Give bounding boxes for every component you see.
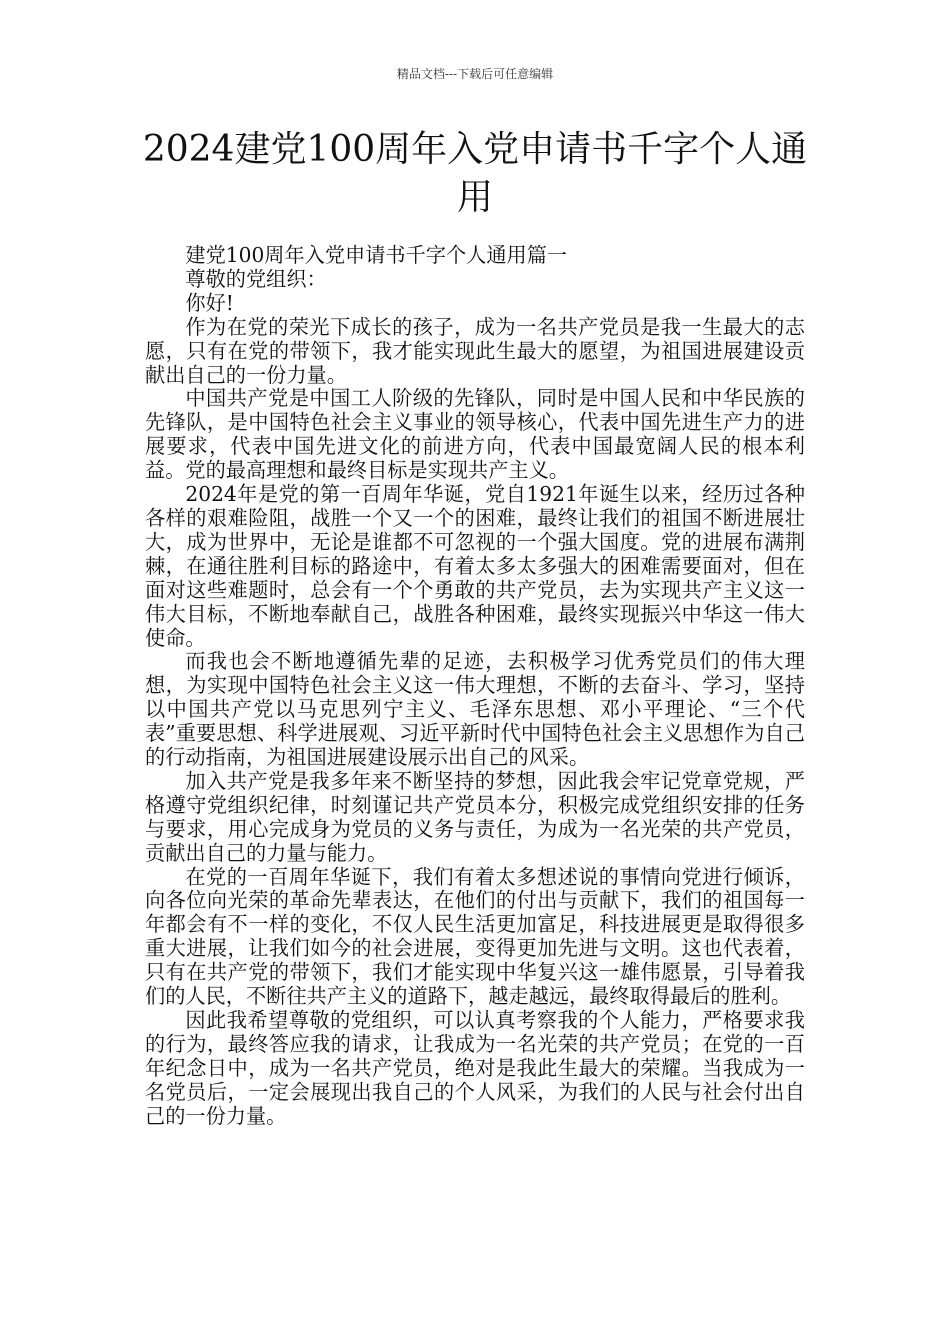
body-paragraph: 中国共产党是中国工人阶级的先锋队，同时是中国人民和中华民族的先锋队，是中国特色社会主义事业的领导核心，代表中国先进生产力的进展要求，代表中国先进文化的前进方向，代表中国最宽阔人民的根本利益。党的最高理想和最终目标是实现共产主义。 [145,386,805,483]
document-title: 2024建党100周年入党申请书千字个人通用 [142,129,808,218]
greeting: 你好! [185,290,234,315]
section-heading: 建党100周年入党申请书千字个人通用篇一 [185,243,568,267]
document-body [145,244,805,1129]
salutation: 尊敬的党组织： [185,266,327,291]
body-paragraph: 在党的一百周年华诞下，我们有着太多想述说的事情向党进行倾诉，向各位向光荣的革命先辈表达，在他们的付出与贡献下，我们的祖国每一年都会有不一样的变化，不仅人民生活更加富足，科技进展更是取得很多重大进展，让我们如今的社会进展，变得更加先进与文明。这也代表着，只有在共产党的带领下，我们才能实现中华复兴这一雄伟愿景，引导着我们的人民，不断往共产主义的道路下，越走越远，最终取得最后的胜利。 [145,864,805,1009]
body-paragraph: 2024年是党的第一百周年华诞，党自1921年诞生以来，经历过各种各样的艰难险阻，战胜一个又一个的困难，最终让我们的祖国不断进展壮大，成为世界中，无论是谁都不可忽视的一个强大国度。党的进展布满荆棘，在通往胜利目标的路途中，有着太多太多强大的困难需要面对，但在面对这些难题时，总会有一个个勇敢的共产党员，去为实现共产主义这一伟大目标，不断地奉献自己，战胜各种困难，最终实现振兴中华这一伟大使命。 [145,482,805,650]
page-header: 精品文档---下载后可任意编辑 [396,67,554,81]
body-paragraph: 作为在党的荣光下成长的孩子，成为一名共产党员是我一生最大的志愿，只有在党的带领下，我才能实现此生最大的愿望，为祖国进展建设贡献出自己的一份力量。 [145,314,805,387]
body-paragraph: 而我也会不断地遵循先辈的足迹，去积极学习优秀党员们的伟大理想，为实现中国特色社会主义这一伟大理想，不断的去奋斗、学习，坚持以中国共产党以马克思列宁主义、毛泽东思想、邓小平理论、“三个代表”重要思想、科学进展观、习近平新时代中国特色社会主义思想作为自己的行动指南，为祖国进展建设展示出自己的风采。 [145,649,805,770]
body-paragraph: 因此我希望尊敬的党组织，可以认真考察我的个人能力，严格要求我的行为，最终答应我的请求，让我成为一名光荣的共产党员；在党的一百年纪念日中，成为一名共产党员，绝对是我此生最大的荣耀。当我成为一名党员后，一定会展现出我自己的个人风采，为我们的人民与社会付出自己的一份力量。 [145,1008,805,1128]
body-paragraph: 加入共产党是我多年来不断坚持的梦想，因此我会牢记党章党规，严格遵守党组织纪律，时刻谨记共产党员本分，积极完成党组织安排的任务与要求，用心完成身为党员的义务与责任，为成为一名光荣的共产党员，贡献出自己的力量与能力。 [145,768,805,865]
